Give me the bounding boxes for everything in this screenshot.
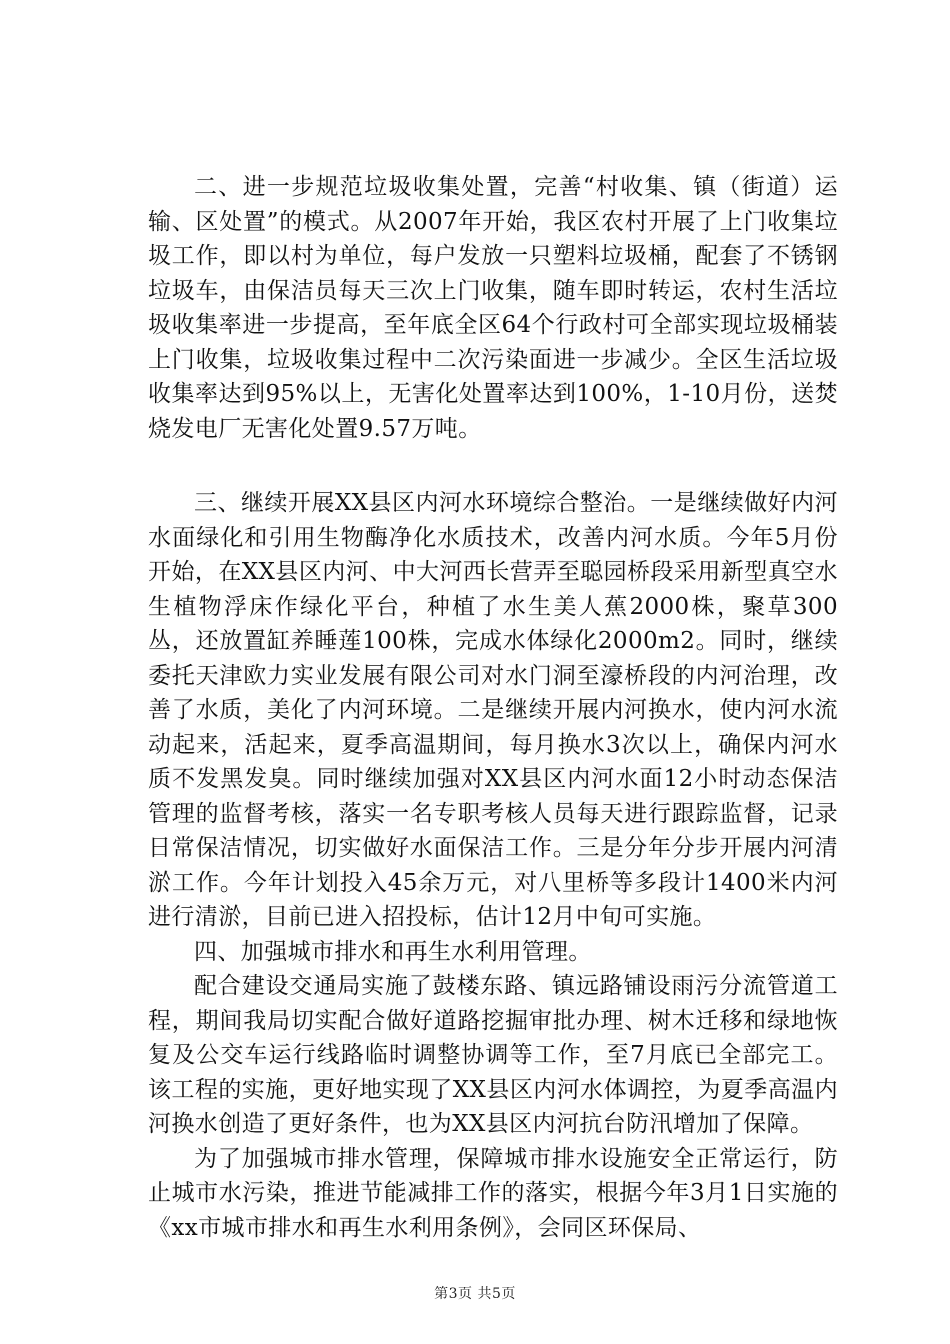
paragraph-river-remediation: 三、继续开展XX县区内河水环境综合整治。一是继续做好内河水面绿化和引用生物酶净化水质技术，改善内河水质。今年5月份开始，在XX县区内河、中大河西长营弄至聪园桥段采用新型真空水生植物浮床作绿化平台，种植了水生美人蕉2000株，聚草300丛，还放置缸养睡莲100株，完成水体绿化2000m2。同时，继续委托天津欧力实业发展有限公司对水门洞至濠桥段的内河治理，改善了水质，美化了内河环境。二是继续开展内河换水，使内河水流动起来，活起来，夏季高温期间，每月换水3次以上，确保内河水质不发黑发臭。同时继续加强对XX县区内河水面12小时动态保洁管理的监督考核，落实一名专职考核人员每天进行跟踪监督，记录日常保洁情况，切实做好水面保洁工作。三是分年分步开展内河清淤工作。今年计划投入45余万元，对八里桥等多段计1400米内河进行清淤，目前已进入招投标，估计12月中旬可实施。 bbox=[148, 490, 838, 930]
document-body bbox=[148, 170, 838, 1245]
paragraph-drainage-heading: 四、加强城市排水和再生水利用管理。 bbox=[194, 938, 592, 965]
page-number-footer: 第3页 共5页 bbox=[434, 1286, 516, 1302]
paragraph-waste-collection: 二、进一步规范垃圾收集处置，完善“村收集、镇（街道）运输、区处置”的模式。从2007年开始，我区农村开展了上门收集垃圾工作，即以村为单位，每户发放一只塑料垃圾桶，配套了不锈钢垃圾车，由保洁员每天三次上门收集，随车即时转运，农村生活垃圾收集率进一步提高，至年底全区64个行政村可全部实现垃圾桶装上门收集，垃圾收集过程中二次污染面进一步减少。全区生活垃圾收集率达到95%以上，无害化处置率达到100%，1-10月份，送焚烧发电厂无害化处置9.57万吨。 bbox=[148, 174, 838, 442]
paragraph-drainage-project: 配合建设交通局实施了鼓楼东路、镇远路铺设雨污分流管道工程，期间我局切实配合做好道路挖掘审批办理、树木迁移和绿地恢复及公交车运行线路临时调整协调等工作，至7月底已全部完工。该工程的实施，更好地实现了XX县区内河水体调控，为夏季高温内河换水创造了更好条件，也为XX县区内河抗台防汛增加了保障。 bbox=[148, 973, 838, 1137]
paragraph-drainage-management: 为了加强城市排水管理，保障城市排水设施安全正常运行，防止城市水污染，推进节能减排工作的落实，根据今年3月1日实施的《xx市城市排水和再生水利用条例》，会同区环保局、 bbox=[148, 1145, 838, 1241]
